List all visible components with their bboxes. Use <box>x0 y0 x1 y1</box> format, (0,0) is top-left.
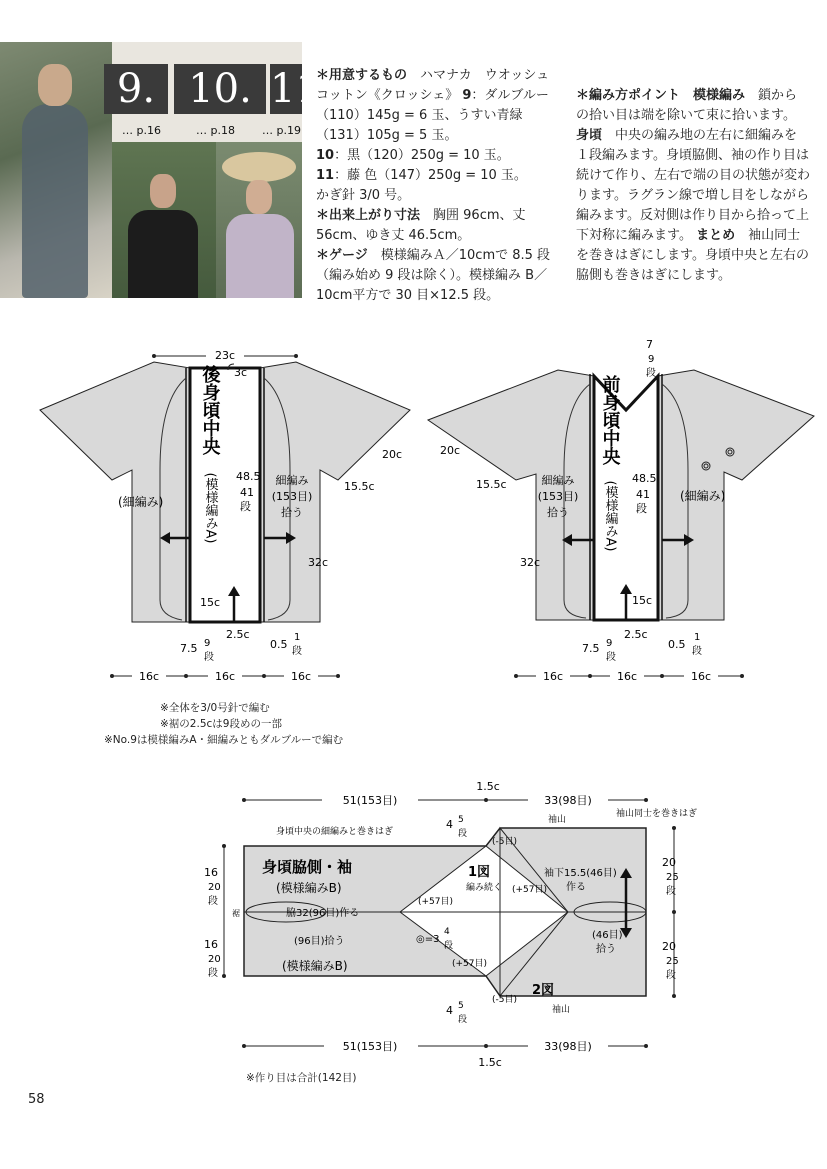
side-waki: 脇32(96目)作る <box>286 908 360 919</box>
back-w2: 16c <box>214 670 236 683</box>
back-r1-unit: 段 <box>292 646 302 657</box>
side-p57a: (+57目) <box>418 897 454 907</box>
side-eq-n: 4 <box>444 927 450 937</box>
color-11-num: 11 <box>316 168 335 183</box>
color-11-text: ：藤 色（147）250g = 10 玉。 <box>334 168 527 183</box>
materials-column <box>316 66 559 306</box>
front-w1: 16c <box>542 670 564 683</box>
page-number: 58 <box>28 1092 45 1107</box>
badge-11-visible: 11. <box>270 66 334 112</box>
front-body-diagram <box>418 330 827 690</box>
color-9-text: ：ダルブルー（110）145g = 6 玉、うすい青緑（131）105g = 5 玉。 <box>316 88 549 143</box>
photo-9-figure <box>22 104 88 298</box>
side-sleeve-diagram <box>196 780 736 1080</box>
side-p57c: (+57目) <box>452 959 488 969</box>
side-h25b: 25 <box>666 956 679 967</box>
front-pattern: (模様編みA) <box>602 480 618 552</box>
side-note-left: 身頃中央の細編みと巻きはぎ <box>276 827 394 837</box>
photo-11-hat <box>222 152 296 182</box>
back-rows: 41 <box>240 486 254 499</box>
color-10-text: ：黒（120）250g = 10 玉。 <box>334 148 510 163</box>
back-sc-count: (153目) <box>271 490 313 503</box>
side-title: 身頃脇側・袖 <box>262 858 353 876</box>
side-unit-a: 段 <box>458 829 468 839</box>
back-sleeve-width: 20c <box>382 448 403 461</box>
back-15c: 15c <box>200 596 221 609</box>
side-eq: ◎=3 <box>416 934 440 945</box>
front-pick: 拾う <box>547 506 569 519</box>
side-sode-top: 袖山 <box>548 815 567 825</box>
front-w2: 16c <box>616 670 638 683</box>
back-left-sleeve <box>40 362 190 622</box>
side-hunit-c: 段 <box>666 886 676 897</box>
back-pattern: (模様編みA) <box>202 472 218 544</box>
finished-text: 胸囲 96cm、丈 56cm、ゆき丈 46.5cm。 <box>316 208 526 243</box>
side-note-right: 袖山同士を巻きはぎ <box>616 809 698 819</box>
side-n4b: 4 <box>446 1004 453 1017</box>
front-rows: 41 <box>636 488 650 501</box>
front-r9-unit: 段 <box>606 652 616 663</box>
side-eq-unit: 段 <box>444 941 454 951</box>
back-width-top: 23c <box>214 349 236 362</box>
note-1: ※全体を3/0号針で編む <box>160 702 270 714</box>
front-75: 7.5 <box>582 642 600 655</box>
front-neck-rows: 9 <box>648 354 655 365</box>
finished-heading: ＊出来上がり寸法 <box>316 208 421 223</box>
back-width-notch: 3c <box>234 366 248 379</box>
front-r9: 9 <box>606 638 613 649</box>
back-body-diagram <box>0 330 420 690</box>
side-pick46b: 拾う <box>596 944 616 955</box>
points-text-3: 袖山同士を巻きはぎにします。身頃中央と左右の脇側も巻きはぎにします。 <box>576 228 809 283</box>
points-text-2: 中央の編み地の左右に細編みを１段編みます。身頃脇側、袖の作り目は続けて作り、左右で端の目の状態が変わります。ラグラン線で増し目をしながら編みます。反対側は作り目から拾って上下対称に編みます。 <box>576 128 811 243</box>
page-ref-9: … p.16 <box>122 124 161 137</box>
side-h16a: 16 <box>204 866 218 879</box>
side-pick46: (46目) <box>592 930 623 941</box>
back-25c: 2.5c <box>226 628 250 641</box>
side-total-note: ※作り目は合計(142目) <box>246 1072 357 1084</box>
photo-11-face <box>246 180 272 214</box>
page-ref-10: … p.18 <box>196 124 235 137</box>
note-3: ※No.9は模様編みA・細編みともダルブルーで編む <box>104 734 344 746</box>
back-75: 7.5 <box>180 642 198 655</box>
back-r9: 9 <box>204 638 211 649</box>
front-rows-unit: 段 <box>636 502 647 515</box>
side-unit-b: 段 <box>458 1015 468 1025</box>
front-05: 0.5 <box>668 638 686 651</box>
back-r1: 1 <box>294 632 301 643</box>
points-column <box>576 86 810 286</box>
finish-heading: まとめ <box>696 228 736 243</box>
front-sleeve-width: 20c <box>440 444 461 457</box>
color-9-num: 9 <box>462 88 472 103</box>
gauge-text: 模様編みＡ／10cmで 8.5 段（編み始め 9 段は除く）。模様編み B／10cm平方で 30 目×12.5 段。 <box>316 248 551 303</box>
back-pick: 拾う <box>281 506 303 519</box>
back-length: 48.5 <box>236 470 261 483</box>
front-body-height: 32c <box>520 556 541 569</box>
color-10-num: 10 <box>316 148 335 163</box>
side-width-left: 51(153目) <box>342 794 398 807</box>
side-p57b: (+57目) <box>512 885 548 895</box>
back-w1: 16c <box>138 670 160 683</box>
badge-10: 10. <box>174 64 266 114</box>
side-h20d: 20 <box>662 940 676 953</box>
back-title: 後身頃中央 <box>199 365 221 455</box>
photo-10-face <box>150 174 176 208</box>
side-suso: 裾 <box>232 909 240 918</box>
side-h25a: 25 <box>666 872 679 883</box>
side-h16b: 16 <box>204 938 218 951</box>
side-width-mid: 1.5c <box>476 780 500 793</box>
side-bottom-mid: 1.5c <box>478 1056 502 1069</box>
side-pick96: (96目)拾う <box>294 936 345 947</box>
back-sc-side: (細編み) <box>118 495 164 509</box>
side-bottom-left: 51(153目) <box>342 1040 398 1053</box>
side-hunit-a: 段 <box>208 896 218 907</box>
side-h20b: 20 <box>208 954 221 965</box>
side-sode-bottom: 袖山 <box>552 1005 571 1015</box>
side-m5b: (-5目) <box>492 995 517 1005</box>
front-length: 48.5 <box>632 472 657 485</box>
back-r9-unit: 段 <box>204 652 214 663</box>
front-sleeve-height: 15.5c <box>476 478 507 491</box>
side-fig1: 1図 <box>468 865 491 880</box>
side-n5b: 5 <box>458 1001 464 1011</box>
materials-yarn: ハマナカ ウオッシュコットン《クロッシェ》 <box>316 68 550 103</box>
points-text-1: 鎖からの拾い目は端を除いて束に拾います。 <box>576 88 798 123</box>
side-tsukuru: 作る <box>566 882 586 893</box>
side-n4a: 4 <box>446 818 453 831</box>
body-heading: 身頃 <box>576 128 603 143</box>
side-pattern-1: (模様編みB) <box>276 881 342 895</box>
side-width-right: 33(98目) <box>544 794 592 807</box>
note-2: ※裾の2.5cは9段めの一部 <box>160 718 282 730</box>
front-r1-unit: 段 <box>692 646 702 657</box>
materials-heading: ＊用意するもの <box>316 68 408 83</box>
back-sleeve-height: 15.5c <box>344 480 375 493</box>
side-pattern-2: (模様編みB) <box>282 959 348 973</box>
front-25c: 2.5c <box>624 628 648 641</box>
gauge-heading: ＊ゲージ <box>316 248 368 263</box>
badge-9: 9. <box>104 64 168 114</box>
points-heading: ＊編み方ポイント 模様編み <box>576 88 746 103</box>
side-fig2: 2図 <box>532 983 555 998</box>
photo-9-face <box>38 64 72 106</box>
side-m5a: (-5目) <box>492 837 517 847</box>
side-n5a: 5 <box>458 815 464 825</box>
side-hunit-d: 段 <box>666 970 676 981</box>
front-title: 前身頃中央 <box>599 375 621 465</box>
back-rows-unit: 段 <box>240 500 251 513</box>
front-sc-side: (細編み) <box>680 489 726 503</box>
side-h20c: 20 <box>662 856 676 869</box>
front-neck-rows-unit: 段 <box>646 368 656 379</box>
back-sc-label: 細編み <box>275 474 309 487</box>
back-w3: 16c <box>290 670 312 683</box>
side-continue: 編み続く <box>466 883 503 893</box>
back-body-height: 32c <box>308 556 329 569</box>
front-15c: 15c <box>632 594 653 607</box>
front-w3: 16c <box>690 670 712 683</box>
side-h20a: 20 <box>208 882 221 893</box>
page-ref-11: … p.19 <box>262 124 301 137</box>
front-r1: 1 <box>694 632 701 643</box>
back-05: 0.5 <box>270 638 288 651</box>
side-hunit-b: 段 <box>208 968 218 979</box>
photo-11-figure <box>226 214 294 298</box>
side-sodeshita: 袖下15.5(46目) <box>544 868 617 879</box>
side-bottom-right: 33(98目) <box>544 1040 592 1053</box>
hook-size: かぎ針 3/0 号。 <box>316 188 411 203</box>
front-sc-label: 細編み <box>541 474 575 487</box>
front-sc-count: (153目) <box>537 490 579 503</box>
front-neck-width: 7 <box>646 338 653 351</box>
photo-10-figure <box>128 210 198 298</box>
